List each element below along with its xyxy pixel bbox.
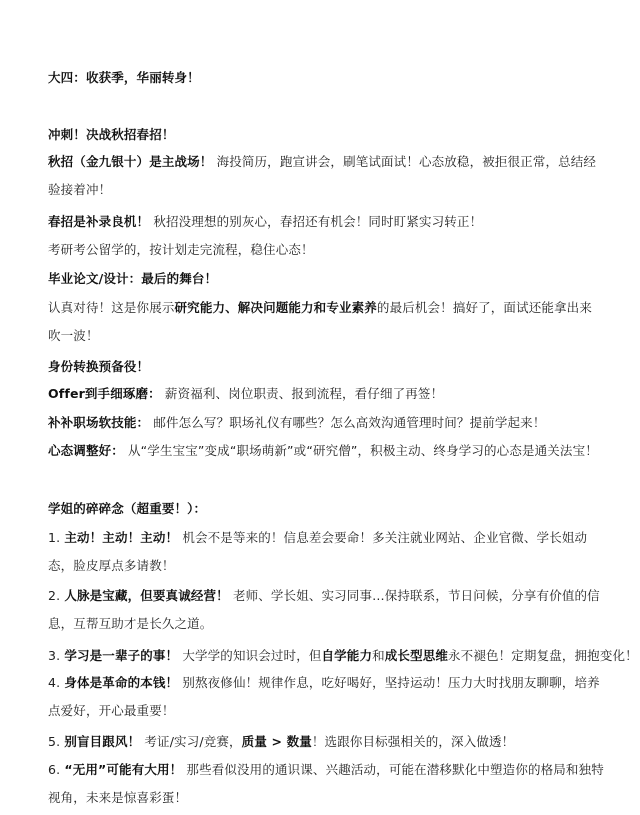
spring-recruit-text: 秋招没理想的别灰心，春招还有机会！同时盯紧实习转正！ xyxy=(153,214,483,229)
tip-number: 1. xyxy=(48,530,65,545)
thesis-bold: 研究能力、解决问题能力和专业素养 xyxy=(174,300,377,315)
tip-number: 2. xyxy=(48,588,65,603)
tip-text-c: 永不褪色！定期复盘，拥抱变化！ xyxy=(448,648,638,663)
spring-recruit-line xyxy=(48,212,604,232)
transition-title: 身份转换预备役！ xyxy=(48,359,150,374)
thesis-title: 毕业论文/设计：最后的舞台！ xyxy=(48,271,218,286)
tip-bold: 学习是一辈子的事！ xyxy=(64,648,179,663)
tip-number: 4. xyxy=(48,675,65,690)
section-heading-senior-year: 大四：收获季，华丽转身！ xyxy=(48,70,200,85)
tip-bold-a: 质量 > 数量 xyxy=(241,734,312,749)
thesis-text-2: 的最后机会！搞好了，面试还能拿出来吹一波！ xyxy=(48,300,592,343)
soft-skills-bold: 补补职场软技能： xyxy=(48,415,150,430)
offer-line xyxy=(48,384,604,404)
tip-number: 5. xyxy=(48,734,65,749)
tip-text: 机会不是等来的！信息差会要命！多关注就业网站、企业官微、学长姐动态，脸皮厚点多请教！ xyxy=(48,530,588,573)
tip-bold: 身体是革命的本钱！ xyxy=(64,675,179,690)
offer-bold: Offer到手细琢磨： xyxy=(48,386,161,401)
tips-title: 学姐的碎碎念（超重要！）： xyxy=(48,501,207,516)
thesis-paragraph xyxy=(48,294,604,350)
tip-text-a: 大学学的知识会过时，但 xyxy=(182,648,322,663)
tip-text-b: 和 xyxy=(372,648,385,663)
offer-text: 薪资福利、岗位职责、报到流程，看仔细了再签！ xyxy=(164,386,444,401)
sprint-title: 冲刺！决战秋招春招！ xyxy=(48,127,175,142)
tip-text-b: ！选跟你目标强相关的，深入做透！ xyxy=(311,734,515,749)
tip-text: 老师、学长姐、实习同事…保持联系，节日问候，分享有价值的信息，互帮互助才是长久之道。 xyxy=(48,588,600,631)
autumn-recruit-text: 海投简历，跑宣讲会，刷笔试面试！心态放稳，被拒很正常，总结经验接着冲！ xyxy=(48,154,597,197)
tip-bold: 人脉是宝藏，但要真诚经营！ xyxy=(64,588,229,603)
mindset-text: 从“学生宝宝”变成“职场萌新”或“研究僧”，积极主动、终身学习的心态是通关法宝！ xyxy=(128,443,598,458)
tip-number: 6. xyxy=(48,762,65,777)
tip-bold-a: 自学能力 xyxy=(321,648,373,663)
spring-recruit-bold: 春招是补录良机！ xyxy=(48,214,150,229)
tip-bold-b: 成长型思维 xyxy=(384,648,449,663)
autumn-recruit-bold: 秋招（金九银十）是主战场！ xyxy=(48,154,213,169)
soft-skills-text: 邮件怎么写？职场礼仪有哪些？怎么高效沟通管理时间？提前学起来！ xyxy=(153,415,546,430)
soft-skills-line xyxy=(48,413,604,433)
tip-item-1 xyxy=(48,524,604,580)
tip-item-6 xyxy=(48,756,604,812)
thesis-text-1: 认真对待！这是你展示 xyxy=(48,300,175,315)
tip-item-5 xyxy=(48,732,604,752)
mindset-bold: 心态调整好： xyxy=(48,443,124,458)
tip-item-2 xyxy=(48,582,604,638)
tip-text-a: 考证/实习/竞赛， xyxy=(144,734,242,749)
tip-bold: 别盲目跟风！ xyxy=(64,734,141,749)
tip-item-4 xyxy=(48,669,604,725)
exam-line: 考研考公留学的，按计划走完流程，稳住心态！ xyxy=(48,242,314,257)
tip-bold: “无用”可能有大用！ xyxy=(64,762,183,777)
tip-text: 别熬夜修仙！规律作息，吃好喝好，坚持运动！压力大时找朋友聊聊，培养点爱好，开心最重要！ xyxy=(48,675,600,718)
tip-bold: 主动！主动！主动！ xyxy=(64,530,179,545)
autumn-recruit-paragraph xyxy=(48,148,604,204)
tip-number: 3. xyxy=(48,648,65,663)
tip-item-3 xyxy=(48,646,638,666)
mindset-line xyxy=(48,441,604,461)
tip-text: 那些看似没用的通识课、兴趣活动，可能在潜移默化中塑造你的格局和独特视角，未来是惊喜彩蛋！ xyxy=(48,762,604,805)
